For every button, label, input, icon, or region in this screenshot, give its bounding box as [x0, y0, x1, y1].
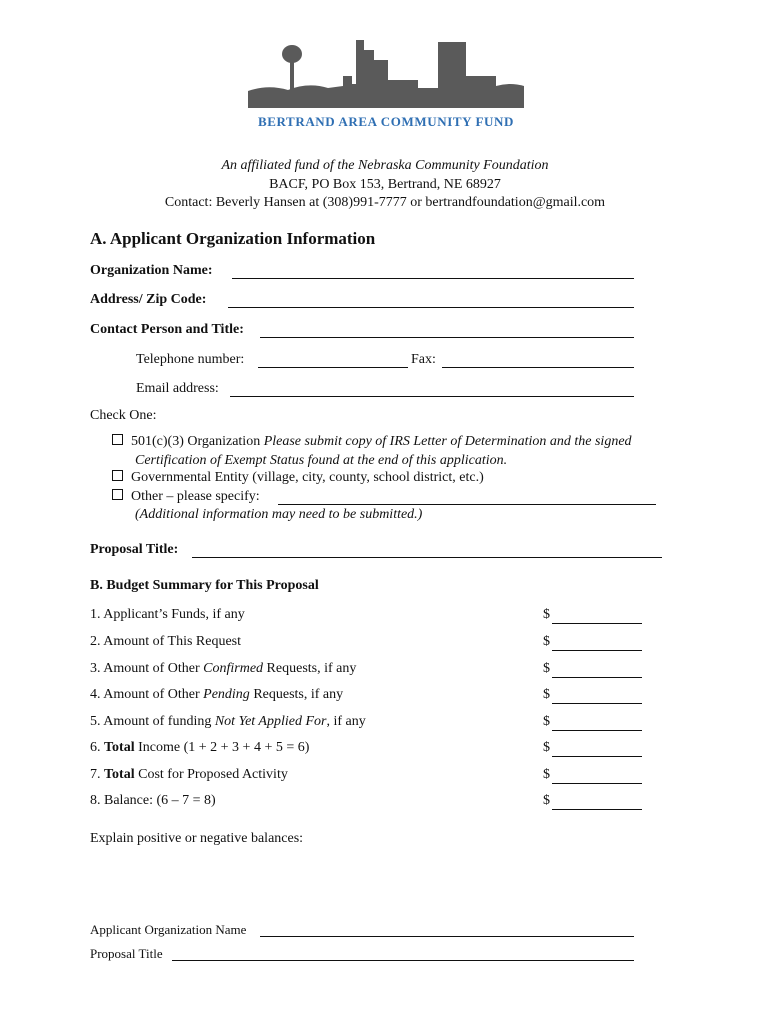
affiliation-text: An affiliated fund of the Nebraska Community Foundation: [221, 158, 549, 173]
checkbox-501c3[interactable]: [112, 434, 123, 445]
contact-person-label: Contact Person and Title:: [90, 322, 244, 337]
dollar-sign: $: [543, 687, 550, 702]
option-government-label: Governmental Entity (village, city, county, school district, etc.): [131, 470, 484, 485]
budget-row-7: 7. Total Cost for Proposed Activity: [90, 767, 288, 782]
other-specify-field[interactable]: [278, 504, 656, 505]
org-name-label: Organization Name:: [90, 263, 213, 278]
proposal-title-label: Proposal Title:: [90, 542, 179, 557]
checkbox-other[interactable]: [112, 489, 123, 500]
email-label: Email address:: [136, 381, 219, 396]
dollar-sign: $: [543, 634, 550, 649]
amount-field-4[interactable]: [552, 703, 642, 704]
contact-person-field[interactable]: [260, 337, 634, 338]
section-a-title: A. Applicant Organization Information: [90, 229, 376, 248]
contact-text: Contact: Beverly Hansen at (308)991-7777 or bertrandfoundation@gmail.com: [164, 195, 606, 210]
check-one-label: Check One:: [90, 408, 157, 423]
section-b-title: B. Budget Summary for This Proposal: [90, 578, 319, 593]
option-501c3-label: 501(c)(3) Organization: [131, 434, 264, 449]
option-government: [112, 470, 484, 486]
checkbox-government[interactable]: [112, 470, 123, 481]
dollar-sign: $: [543, 607, 550, 622]
telephone-label: Telephone number:: [136, 352, 245, 367]
amount-field-3[interactable]: [552, 677, 642, 678]
amount-field-2[interactable]: [552, 650, 642, 651]
address-label: Address/ Zip Code:: [90, 292, 207, 307]
address-field[interactable]: [228, 307, 634, 308]
budget-row-1: 1. Applicant’s Funds, if any: [90, 607, 245, 622]
logo-text: BERTRAND AREA COMMUNITY FUND: [257, 114, 514, 129]
budget-row-4: 4. Amount of Other Pending Requests, if any: [90, 687, 344, 702]
address-text: BACF, PO Box 153, Bertrand, NE 68927: [269, 177, 501, 192]
email-field[interactable]: [230, 396, 634, 397]
option-other-label: Other – please specify:: [131, 489, 260, 504]
footer-proposal-title-field[interactable]: [172, 960, 634, 961]
amount-field-7[interactable]: [552, 783, 642, 784]
dollar-sign: $: [543, 661, 550, 676]
option-501c3-note: Please submit copy of IRS Letter of Determination and the signed: [263, 434, 632, 449]
amount-field-6[interactable]: [552, 756, 642, 757]
budget-row-5: 5. Amount of funding Not Yet Applied For, if any: [90, 714, 366, 729]
footer-org-name-label: Applicant Organization Name: [90, 922, 247, 937]
amount-field-8[interactable]: [552, 809, 642, 810]
dollar-sign: $: [543, 740, 550, 755]
amount-field-1[interactable]: [552, 623, 642, 624]
budget-row-3: 3. Amount of Other Confirmed Requests, if any: [90, 661, 357, 676]
budget-row-8: 8. Balance: (6 – 7 = 8): [90, 793, 216, 808]
fax-field[interactable]: [442, 367, 634, 368]
fax-label: Fax:: [411, 352, 436, 367]
option-other-note: (Additional information may need to be submitted.): [135, 507, 423, 522]
option-501c3: [112, 434, 712, 450]
dollar-sign: $: [543, 714, 550, 729]
dollar-sign: $: [543, 767, 550, 782]
footer-proposal-title-label: Proposal Title: [90, 946, 163, 961]
budget-row-2: 2. Amount of This Request: [90, 634, 242, 649]
amount-field-5[interactable]: [552, 730, 642, 731]
telephone-field[interactable]: [258, 367, 408, 368]
footer-org-name-field[interactable]: [260, 936, 634, 937]
budget-row-6: 6. Total Income (1 + 2 + 3 + 4 + 5 = 6): [90, 740, 310, 755]
explain-balances-label: Explain positive or negative balances:: [90, 831, 304, 846]
dollar-sign: $: [543, 793, 550, 808]
option-other: [112, 489, 260, 505]
proposal-title-field[interactable]: [192, 557, 662, 558]
org-name-field[interactable]: [232, 278, 634, 279]
option-501c3-note-line2: Certification of Exempt Status found at the end of this application.: [135, 453, 508, 468]
